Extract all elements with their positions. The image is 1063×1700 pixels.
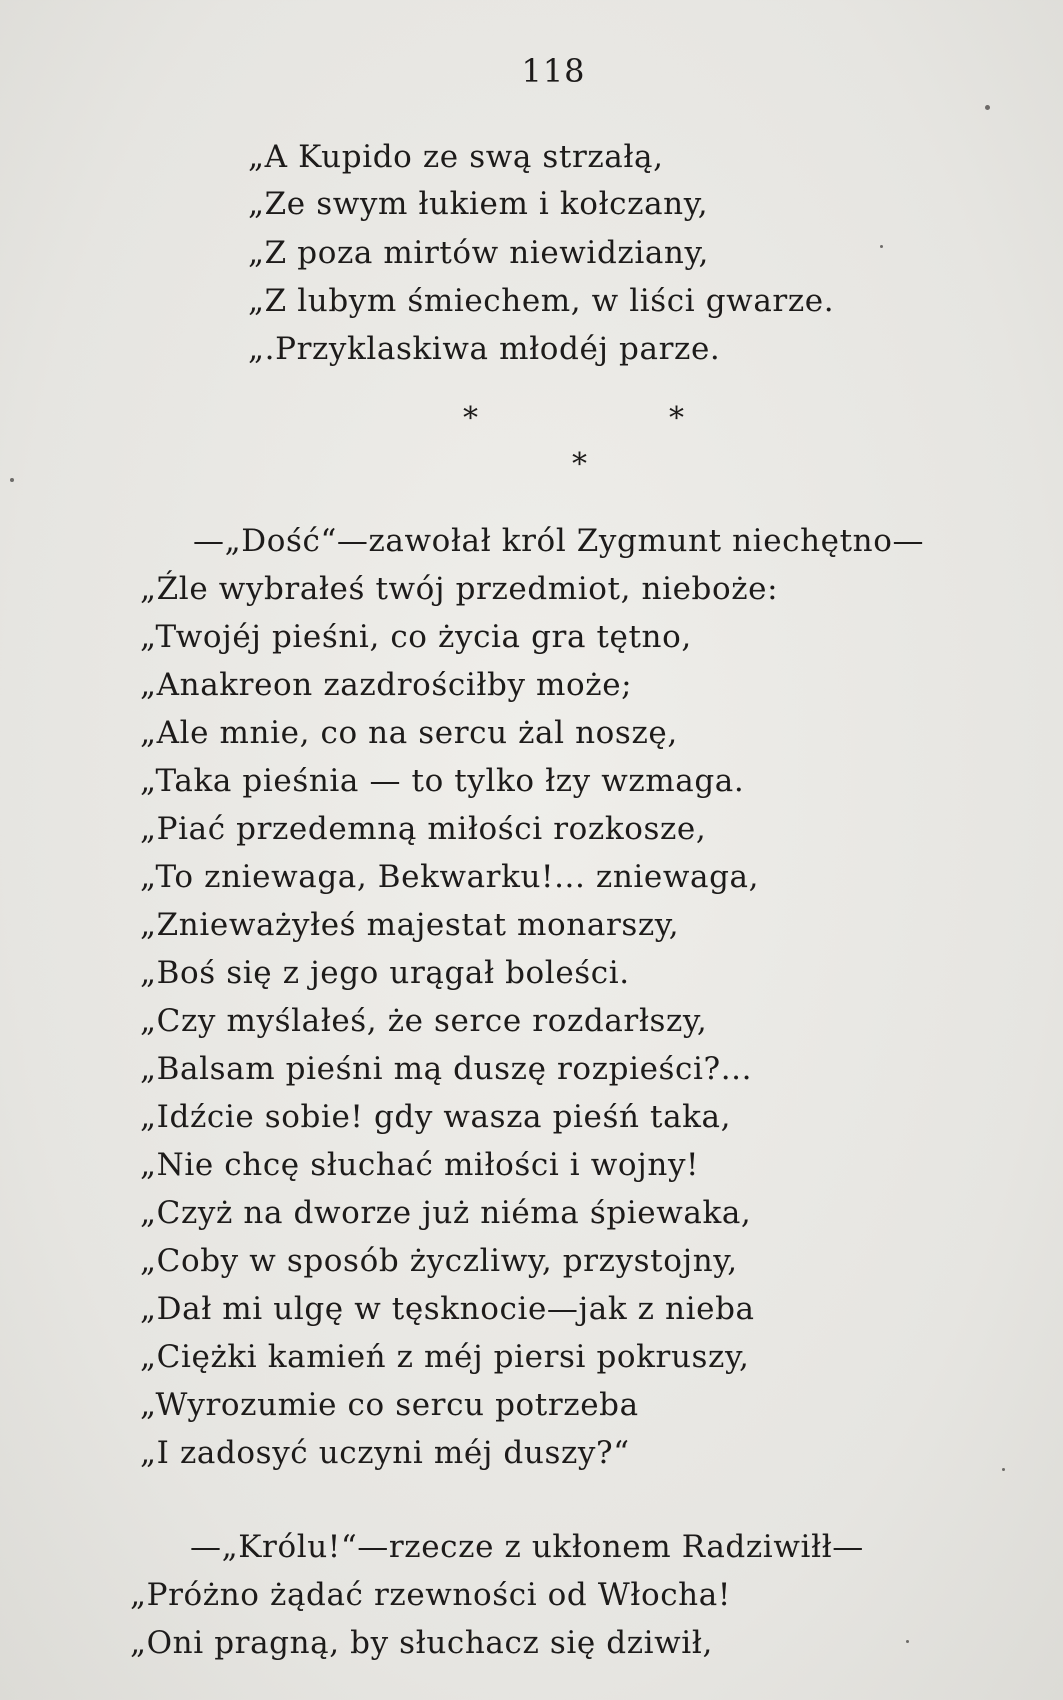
verse-line: „Ale mnie, co na sercu żal noszę, bbox=[140, 715, 678, 751]
asterisk-top-left: * bbox=[463, 401, 478, 436]
verse-line: „Piać przedemną miłości rozkosze, bbox=[140, 811, 707, 847]
page-number: 118 bbox=[521, 52, 586, 90]
verse-line: —„Dość“—zawołał król Zygmunt niechętno— bbox=[193, 523, 925, 559]
verse-line: „I zadosyć uczyni méj duszy?“ bbox=[140, 1435, 630, 1471]
verse-line: „To zniewaga, Bekwarku!... zniewaga, bbox=[140, 859, 760, 895]
verse-line: „Znieważyłeś majestat monarszy, bbox=[140, 907, 680, 943]
verse-line: „Z poza mirtów niewidziany, bbox=[248, 235, 709, 271]
verse-line: „Ze swym łukiem i kołczany, bbox=[248, 186, 709, 222]
verse-line: „Z lubym śmiechem, w liści gwarze. bbox=[248, 283, 835, 319]
paper-speck bbox=[1002, 1468, 1005, 1471]
asterisk-top-right: * bbox=[669, 401, 684, 436]
verse-line: „A Kupido ze swą strzałą, bbox=[248, 139, 664, 175]
verse-line: „Taka pieśnia — to tylko łzy wzmaga. bbox=[140, 763, 745, 799]
verse-line: „Anakreon zazdrościłby może; bbox=[140, 667, 633, 703]
paper-speck bbox=[906, 1640, 909, 1643]
verse-line: „Wyrozumie co sercu potrzeba bbox=[140, 1387, 639, 1423]
verse-line: „Oni pragną, by słuchacz się dziwił, bbox=[130, 1625, 713, 1661]
verse-line: „Próżno żądać rzewności od Włocha! bbox=[130, 1577, 731, 1613]
verse-line: „Idźcie sobie! gdy wasza pieśń taka, bbox=[140, 1099, 732, 1135]
verse-line: „.Przyklaskiwa młodéj parze. bbox=[248, 331, 721, 367]
verse-line: „Ciężki kamień z méj piersi pokruszy, bbox=[140, 1339, 750, 1375]
verse-line: „Boś się z jego urągał boleści. bbox=[140, 955, 630, 991]
verse-line: „Nie chcę słuchać miłości i wojny! bbox=[140, 1147, 700, 1183]
verse-line: „Balsam pieśni mą duszę rozpieści?... bbox=[140, 1051, 753, 1087]
verse-line: „Coby w sposób życzliwy, przystojny, bbox=[140, 1243, 738, 1279]
verse-line: „Czy myślałeś, że serce rozdarłszy, bbox=[140, 1003, 708, 1039]
verse-line: „Twojéj pieśni, co życia gra tętno, bbox=[140, 619, 692, 655]
verse-line: „Źle wybrałeś twój przedmiot, nieboże: bbox=[140, 571, 779, 607]
verse-line: „Dał mi ulgę w tęsknocie—jak z nieba bbox=[140, 1291, 755, 1327]
verse-line: —„Królu!“—rzecze z ukłonem Radziwiłł— bbox=[190, 1529, 864, 1565]
verse-line: „Czyż na dworze już niéma śpiewaka, bbox=[140, 1195, 752, 1231]
paper-speck bbox=[880, 245, 883, 248]
paper-speck bbox=[985, 105, 990, 110]
paper-speck bbox=[10, 478, 14, 482]
asterisk-bottom: * bbox=[572, 447, 587, 482]
